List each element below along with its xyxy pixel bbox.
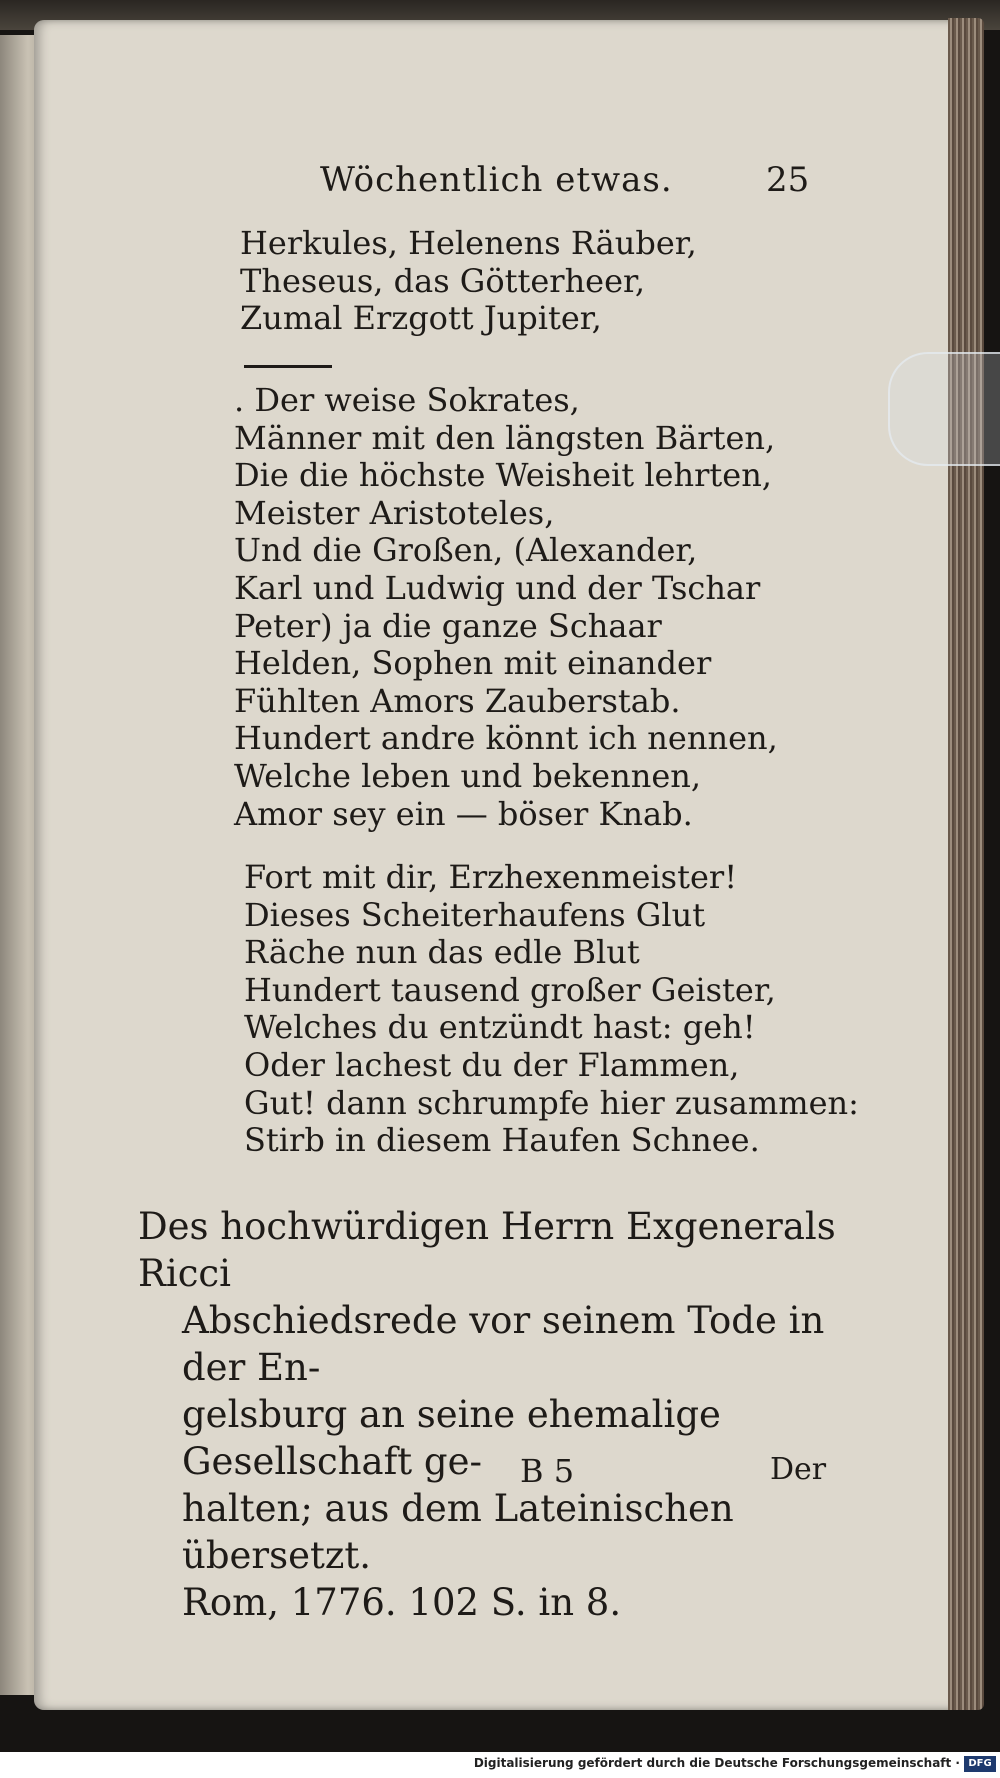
page-number: 25 (766, 160, 810, 200)
verse-line: Fühlten Amors Zauberstab. (234, 681, 681, 720)
credit-text: Digitalisierung gefördert durch die Deutsche Forschungsgemeinschaft · (473, 1756, 960, 1770)
verse-line: Männer mit den längsten Bärten, (234, 418, 776, 457)
verse-line: Karl und Ludwig und der Tschar (234, 568, 761, 607)
verse-line: Hundert tausend großer Geister, (244, 970, 776, 1009)
verse-line: Gut! dann schrumpfe hier zusammen: (244, 1083, 859, 1122)
verse-line: Stirb in diesem Haufen Schnee. (244, 1121, 760, 1160)
verse-line: Hundert andre könnt ich nennen, (234, 719, 778, 758)
verse-line: Fort mit dir, Erzhexenmeister! (244, 858, 738, 896)
review-line: Des hochwürdigen Herrn Exgenerals Ricci (138, 1205, 836, 1295)
review-line: halten; aus dem Lateinischen übersetzt. (182, 1487, 734, 1577)
stanza-1 (240, 225, 697, 338)
catchword: Der (770, 1452, 827, 1487)
review-line: Abschiedsrede vor seinem Tode in der En- (182, 1299, 825, 1389)
page-clip (888, 352, 1000, 466)
verse-line: Dieses Scheiterhaufens Glut (244, 895, 706, 934)
stanza-2 (234, 382, 778, 833)
verse-line: Zumal Erzgott Jupiter, (240, 299, 602, 338)
verse-line: Helden, Sophen mit einander (234, 644, 712, 683)
verse-line: Welches du entzündt hast: geh! (244, 1008, 756, 1047)
book-review-heading (138, 1203, 838, 1626)
running-head: Wöchentlich etwas. (320, 160, 673, 200)
signature-mark: B 5 (520, 1452, 575, 1490)
stanza-3 (244, 859, 859, 1160)
verse-line: Theseus, das Götterheer, (240, 261, 645, 300)
verse-line: . Der weise Sokrates, (234, 381, 580, 419)
verse-line: Die die höchste Weisheit lehrten, (234, 456, 772, 495)
review-line: gelsburg an seine ehemalige Gesellschaft ge- (182, 1393, 721, 1483)
verse-line: Amor sey ein — böser Knab. (234, 794, 693, 833)
review-line: Rom, 1776. 102 S. in 8. (182, 1581, 622, 1624)
verse-line: Meister Aristoteles, (234, 493, 555, 532)
verse-line: Herkules, Helenens Räuber, (240, 224, 697, 262)
verse-line: Welche leben und bekennen, (234, 756, 702, 795)
section-rule (244, 365, 332, 368)
page-stack-edge (948, 18, 984, 1710)
verse-line: Oder lachest du der Flammen, (244, 1045, 740, 1084)
verse-line: Und die Großen, (Alexander, (234, 531, 698, 570)
verse-line: Räche nun das edle Blut (244, 933, 640, 972)
dfg-logo: DFG (964, 1756, 996, 1772)
digitization-credit (0, 1752, 1000, 1778)
verse-line: Peter) ja die ganze Schaar (234, 606, 662, 645)
